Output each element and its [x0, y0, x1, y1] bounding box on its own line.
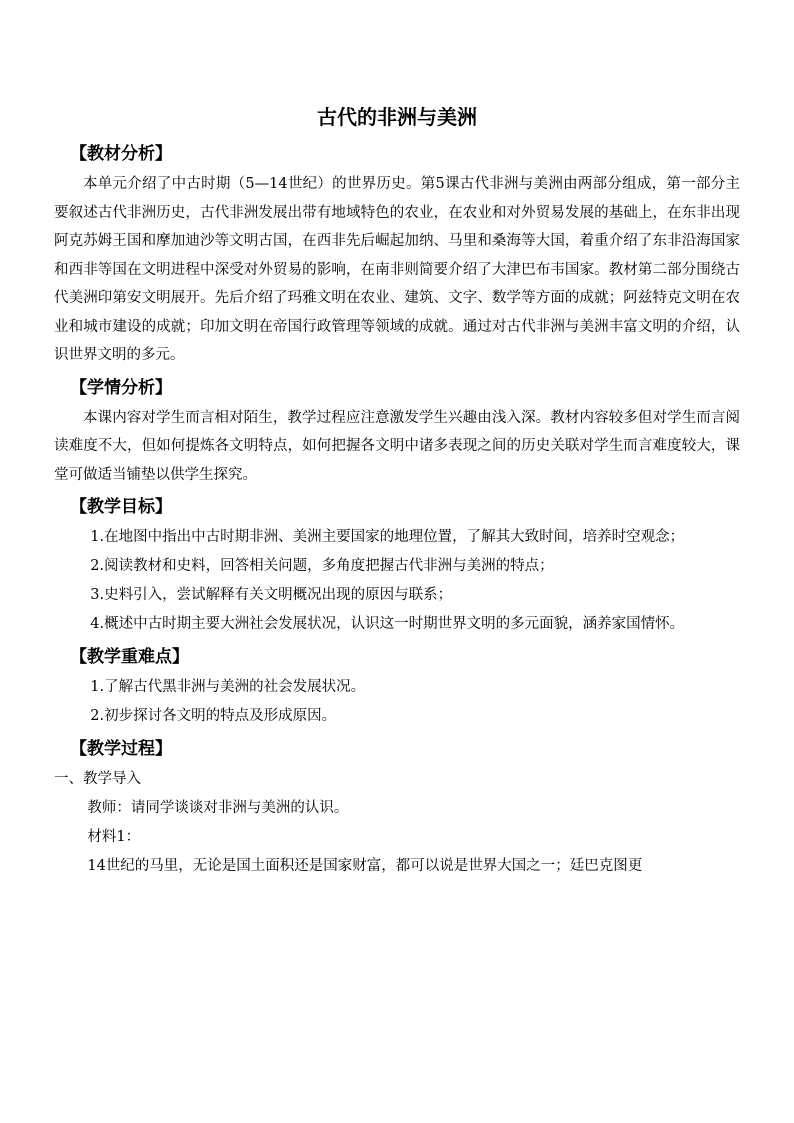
- section-heading-analysis: 【教材分析】: [70, 144, 172, 164]
- goal-item: 2.阅读教材和史料，回答相关问题，多角度把握古代非洲与美洲的特点；: [90, 558, 554, 574]
- process-intro-line: 一、教学导入: [54, 771, 141, 787]
- section-process: [54, 737, 740, 881]
- goal-item: 3.史料引入，尝试解释有关文明概况出现的原因与联系；: [90, 587, 453, 603]
- section-heading-goals: 【教学目标】: [70, 497, 172, 517]
- section-students: [54, 376, 740, 490]
- process-material-text: 14世纪的马里，无论是国土面积还是国家财富，都可以说是世界大国之一；廷巴克图更: [87, 858, 643, 874]
- keypoint-item: 1.了解古代黑非洲与美洲的社会发展状况。: [90, 679, 366, 695]
- process-teacher-line: 教师：请同学谈谈对非洲与美洲的认识。: [87, 800, 349, 816]
- goal-item: 4.概述中古时期主要大洲社会发展状况，认识这一时期世界文明的多元面貌，涵养家国情怀。: [90, 616, 685, 632]
- page-title: 古代的非洲与美洲: [317, 105, 477, 129]
- keypoint-item: 2.初步探讨各文明的特点及形成原因。: [90, 708, 337, 724]
- process-material-label: 材料1：: [87, 829, 141, 845]
- section-heading-process: 【教学过程】: [70, 739, 172, 759]
- section-keypoints: [54, 645, 740, 731]
- section-heading-keypoints: 【教学重难点】: [70, 647, 189, 667]
- students-paragraph: 本课内容对学生而言相对陌生，教学过程应注意激发学生兴趣由浅入深。教材内容较多但对学生而言阅读难度不大，但如何提炼各文明特点，如何把握各文明中诸多表现之间的历史关联对学生而言难度较大，课堂可做适当铺垫以供学生探究。: [54, 409, 740, 483]
- analysis-paragraph: 本单元介绍了中古时期（5—14世纪）的世界历史。第5课古代非洲与美洲由两部分组成，第一部分主要叙述古代非洲历史，古代非洲发展出带有地域特色的农业，在农业和对外贸易发展的基础上，在东非出现阿克苏姆王国和摩加迪沙等文明古国，在西非先后崛起加纳、马里和桑海等大国，着重介绍了东非沿海国家和西非等国在文明进程中深受对外贸易的影响，在南非则简要介绍了大津巴布韦国家。教材第二部分围绕古代美洲印第安文明展开。先后介绍了玛雅文明在农业、建筑、文字、数学等方面的成就；阿兹特克文明在农业和城市建设的成就；印加文明在帝国行政管理等领域的成就。通过对古代非洲与美洲丰富文明的介绍，认识世界文明的多元。: [54, 176, 740, 363]
- section-goals: [54, 495, 740, 639]
- goal-item: 1.在地图中指出中古时期非洲、美洲主要国家的地理位置，了解其大致时间，培养时空观念；: [90, 529, 685, 545]
- section-heading-students: 【学情分析】: [70, 377, 172, 398]
- section-analysis: [54, 142, 740, 370]
